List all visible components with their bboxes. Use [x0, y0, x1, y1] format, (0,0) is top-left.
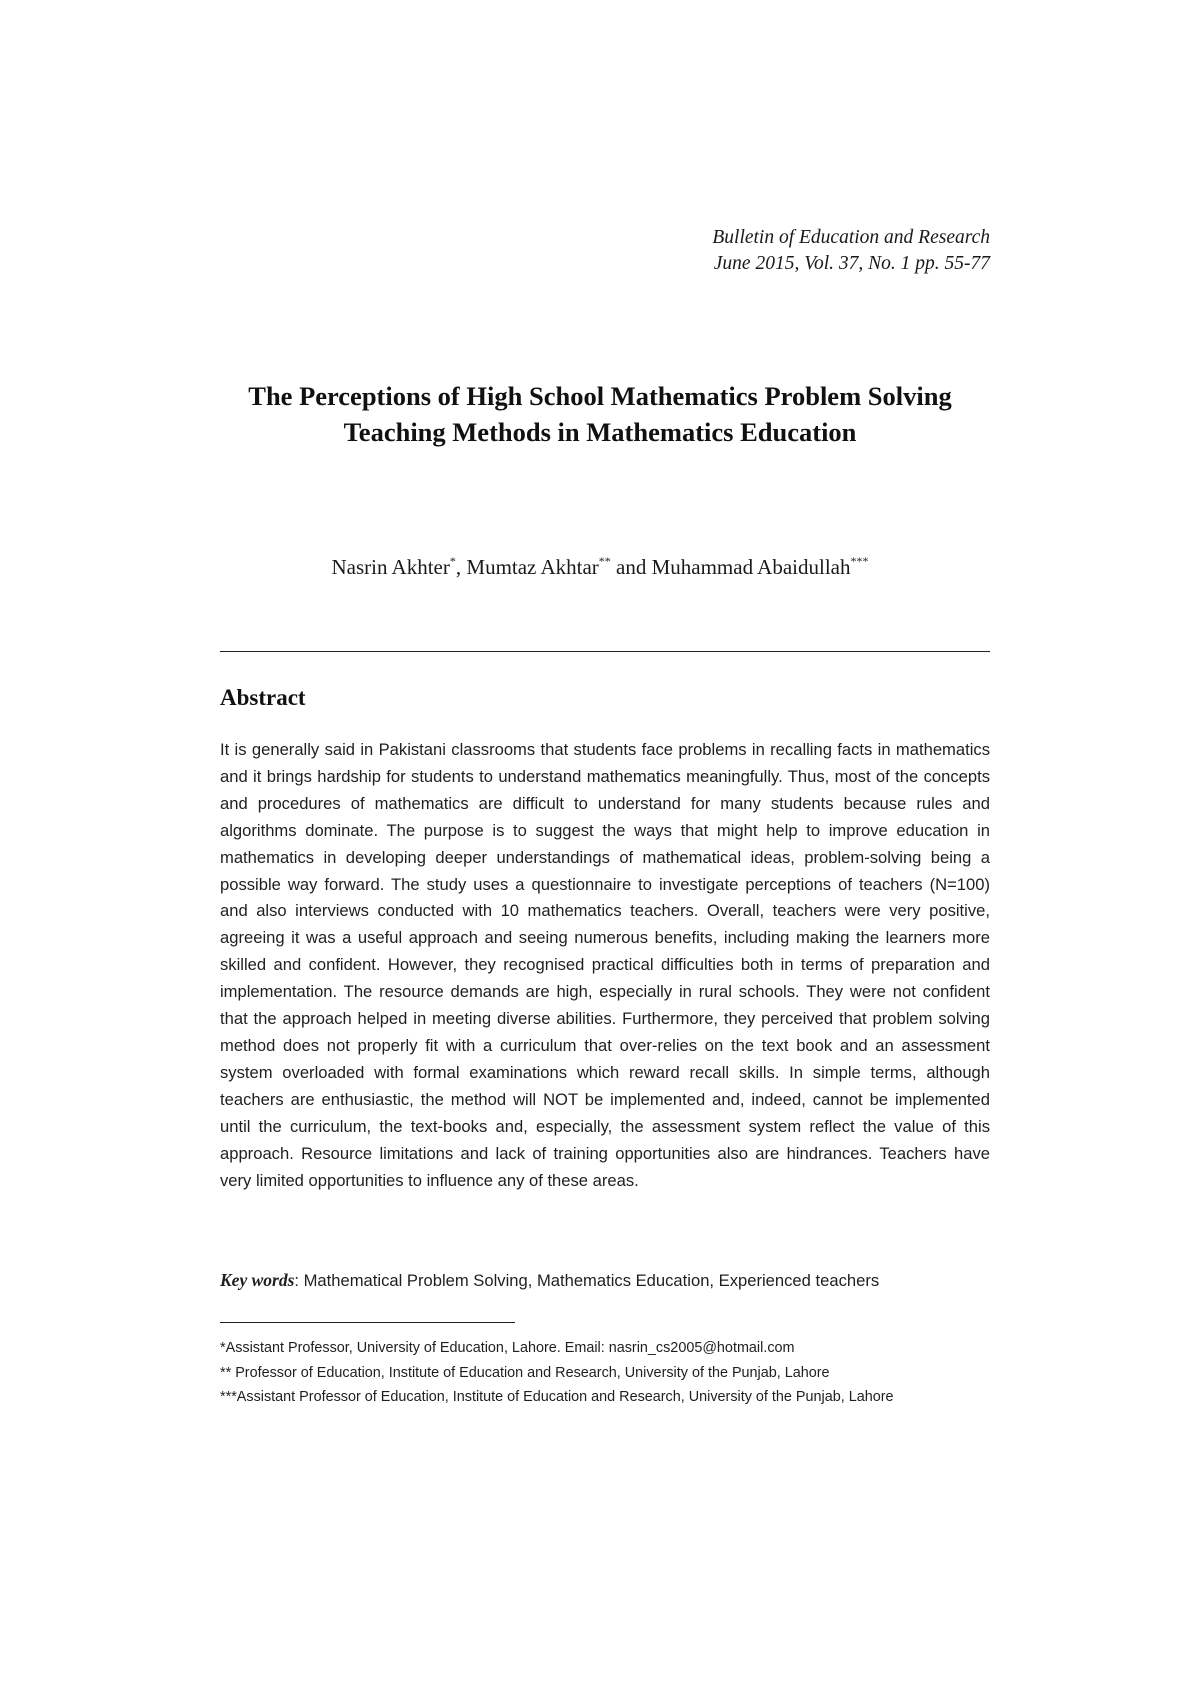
footnote-item: ***Assistant Professor of Education, Institute of Education and Research, University of the Punjab, Lahore	[220, 1389, 894, 1405]
author-affiliation-mark: **	[598, 554, 611, 568]
title-line-1: The Perceptions of High School Mathematics Problem Solving	[248, 381, 952, 411]
journal-header	[712, 225, 990, 277]
author-separator: ,	[455, 555, 467, 579]
author-list	[180, 552, 1020, 582]
author-name: Muhammad Abaidullah	[651, 555, 851, 579]
keywords-separator: :	[294, 1271, 304, 1290]
author-separator: and	[610, 555, 652, 579]
title-line-2: Teaching Methods in Mathematics Education	[343, 417, 857, 447]
section-divider	[220, 651, 990, 652]
footnote-item: *Assistant Professor, University of Education, Lahore. Email: nasrin_cs2005@hotmail.com	[220, 1340, 795, 1356]
journal-name: Bulletin of Education and Research	[712, 227, 990, 248]
author-name: Nasrin Akhter	[331, 555, 450, 579]
footnote-divider	[220, 1322, 515, 1323]
author-affiliation-mark: ***	[850, 554, 869, 568]
author-name: Mumtaz Akhtar	[466, 555, 599, 579]
journal-issue: June 2015, Vol. 37, No. 1 pp. 55-77	[713, 253, 990, 274]
paper-title	[180, 378, 1020, 450]
abstract-body: It is generally said in Pakistani classrooms that students face problems in recalling facts in mathematics and it brings hardship for students to understand mathematics meaningfully. Thus, most of the concepts and procedures of mathematics are difficult to understand for many students because rules and algorithms dominate. The purpose is to suggest the ways that might help to improve education in mathematics in developing deeper understandings of mathematical ideas, problem-solving being a possible way forward. The study uses a questionnaire to investigate perceptions of teachers (N=100) and also interviews conducted with 10 mathematics teachers. Overall, teachers were very positive, agreeing it was a useful approach and seeing numerous benefits, including making the learners more skilled and confident. However, they recognised practical difficulties both in terms of preparation and implementation. The resource demands are high, especially in rural schools. They were not confident that the approach helped in meeting diverse abilities. Furthermore, they perceived that problem solving method does not properly fit with a curriculum that over-relies on the text book and an assessment system overloaded with formal examinations which reward recall skills. In simple terms, although teachers are enthusiastic, the method will NOT be implemented and, indeed, cannot be implemented until the curriculum, the text-books and, especially, the assessment system reflect the value of this approach. Resource limitations and lack of training opportunities also are hindrances. Teachers have very limited opportunities to influence any of these areas.	[220, 740, 990, 1190]
keywords-text: Mathematical Problem Solving, Mathematics Education, Experienced teachers	[303, 1271, 880, 1290]
keywords-line	[220, 1267, 990, 1294]
abstract-heading: Abstract	[220, 685, 306, 710]
footnotes	[220, 1336, 990, 1410]
keywords-label: Key words	[220, 1270, 295, 1290]
footnote-item: ** Professor of Education, Institute of Education and Research, University of the Punjab, Lahore	[220, 1364, 830, 1381]
author-affiliation-mark: *	[449, 554, 456, 568]
